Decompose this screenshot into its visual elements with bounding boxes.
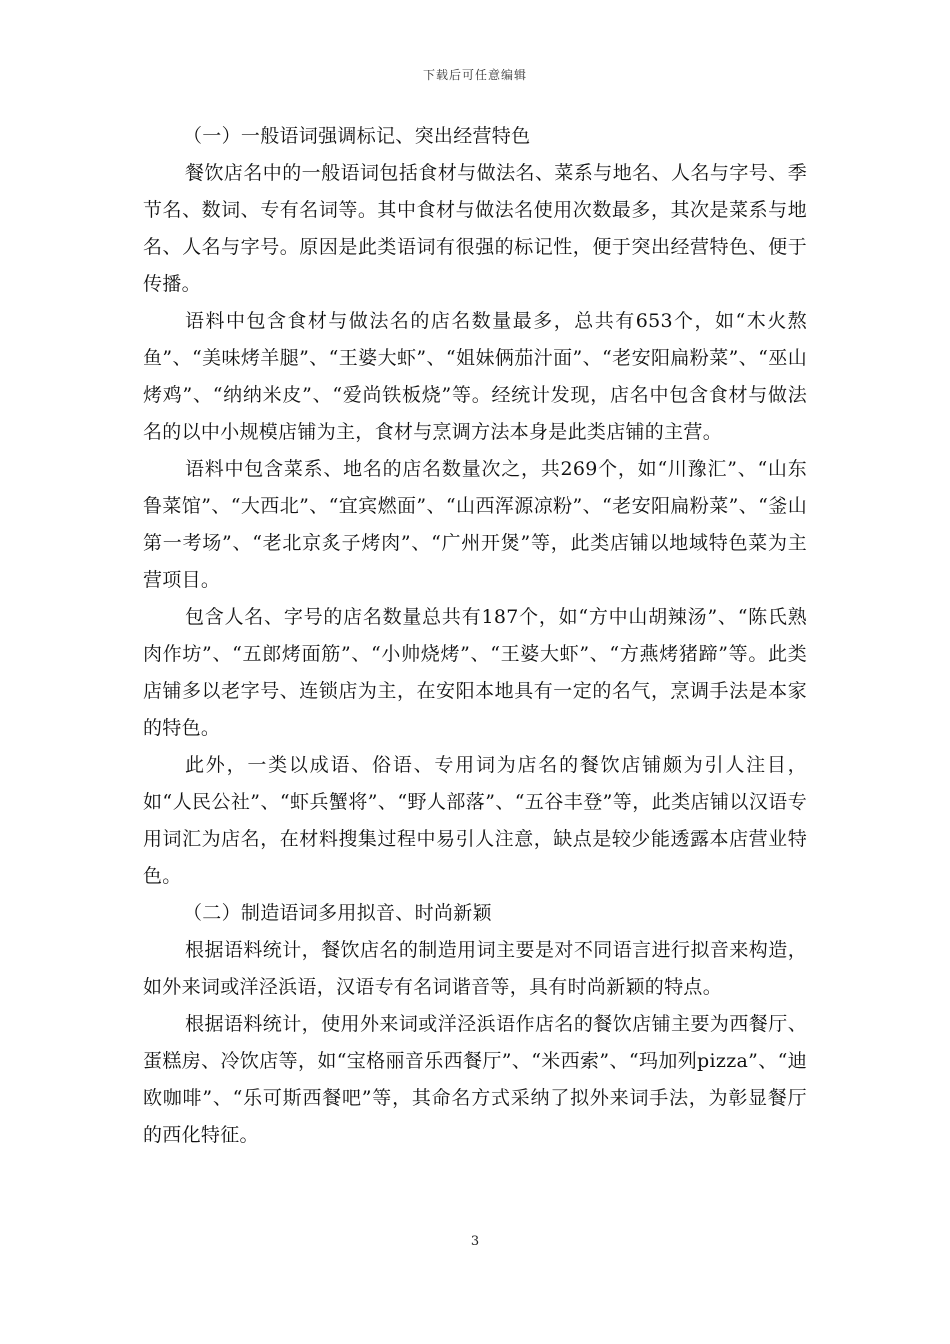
document-body bbox=[143, 118, 807, 1154]
section-1-heading: （一）一般语词强调标记、突出经营特色 bbox=[183, 125, 531, 147]
page-number: 3 bbox=[470, 1234, 480, 1249]
page-header: 下载后可任意编辑 bbox=[422, 68, 527, 82]
section-2-paragraph-1: 根据语料统计，餐饮店名的制造用词主要是对不同语言进行拟音来构造，如外来词或洋泾浜语，汉语专有名词谐音等，具有时尚新颖的特点。 bbox=[143, 939, 807, 998]
section-1-paragraph-2: 语料中包含食材与做法名的店名数量最多，总共有653个，如“木火熬鱼”、“美味烤羊腿”、“王婆大虾”、“姐妹俩茄汁面”、“老安阳扁粉菜”、“巫山烤鸡”、“纳纳米皮”、“爱尚铁板烧”等。经统计发现，店名中包含食材与做法名的以中小规模店铺为主，食材与烹调方法本身是此类店铺的主营。 bbox=[143, 310, 807, 443]
section-1-paragraph-4: 包含人名、字号的店名数量总共有187个，如“方中山胡辣汤”、“陈氏熟肉作坊”、“五郎烤面筋”、“小帅烧烤”、“王婆大虾”、“方燕烤猪蹄”等。此类店铺多以老字号、连锁店为主，在安阳本地具有一定的名气，烹调手法是本家的特色。 bbox=[143, 606, 807, 739]
section-2-heading: （二）制造语词多用拟音、时尚新颖 bbox=[183, 902, 492, 924]
section-1-paragraph-1: 餐饮店名中的一般语词包括食材与做法名、菜系与地名、人名与字号、季节名、数词、专有名词等。其中食材与做法名使用次数最多，其次是菜系与地名、人名与字号。原因是此类语词有很强的标记性，便于突出经营特色、便于传播。 bbox=[143, 162, 807, 295]
section-2-paragraph-2: 根据语料统计，使用外来词或洋泾浜语作店名的餐饮店铺主要为西餐厅、蛋糕房、冷饮店等，如“宝格丽音乐西餐厅”、“米西索”、“玛加列pizza”、“迪欧咖啡”、“乐可斯西餐吧”等，其命名方式采纳了拟外来词手法，为彰显餐厅的西化特征。 bbox=[143, 1013, 807, 1146]
section-1-paragraph-5: 此外，一类以成语、俗语、专用词为店名的餐饮店铺颇为引人注目，如“人民公社”、“虾兵蟹将”、“野人部落”、“五谷丰登”等，此类店铺以汉语专用词汇为店名，在材料搜集过程中易引人注意，缺点是较少能透露本店营业特色。 bbox=[143, 754, 807, 887]
section-1-paragraph-3: 语料中包含菜系、地名的店名数量次之，共269个，如“川豫汇”、“山东鲁菜馆”、“大西北”、“宜宾燃面”、“山西浑源凉粉”、“老安阳扁粉菜”、“釜山第一考场”、“老北京炙子烤肉”、“广州开煲”等，此类店铺以地域特色菜为主营项目。 bbox=[143, 458, 807, 591]
